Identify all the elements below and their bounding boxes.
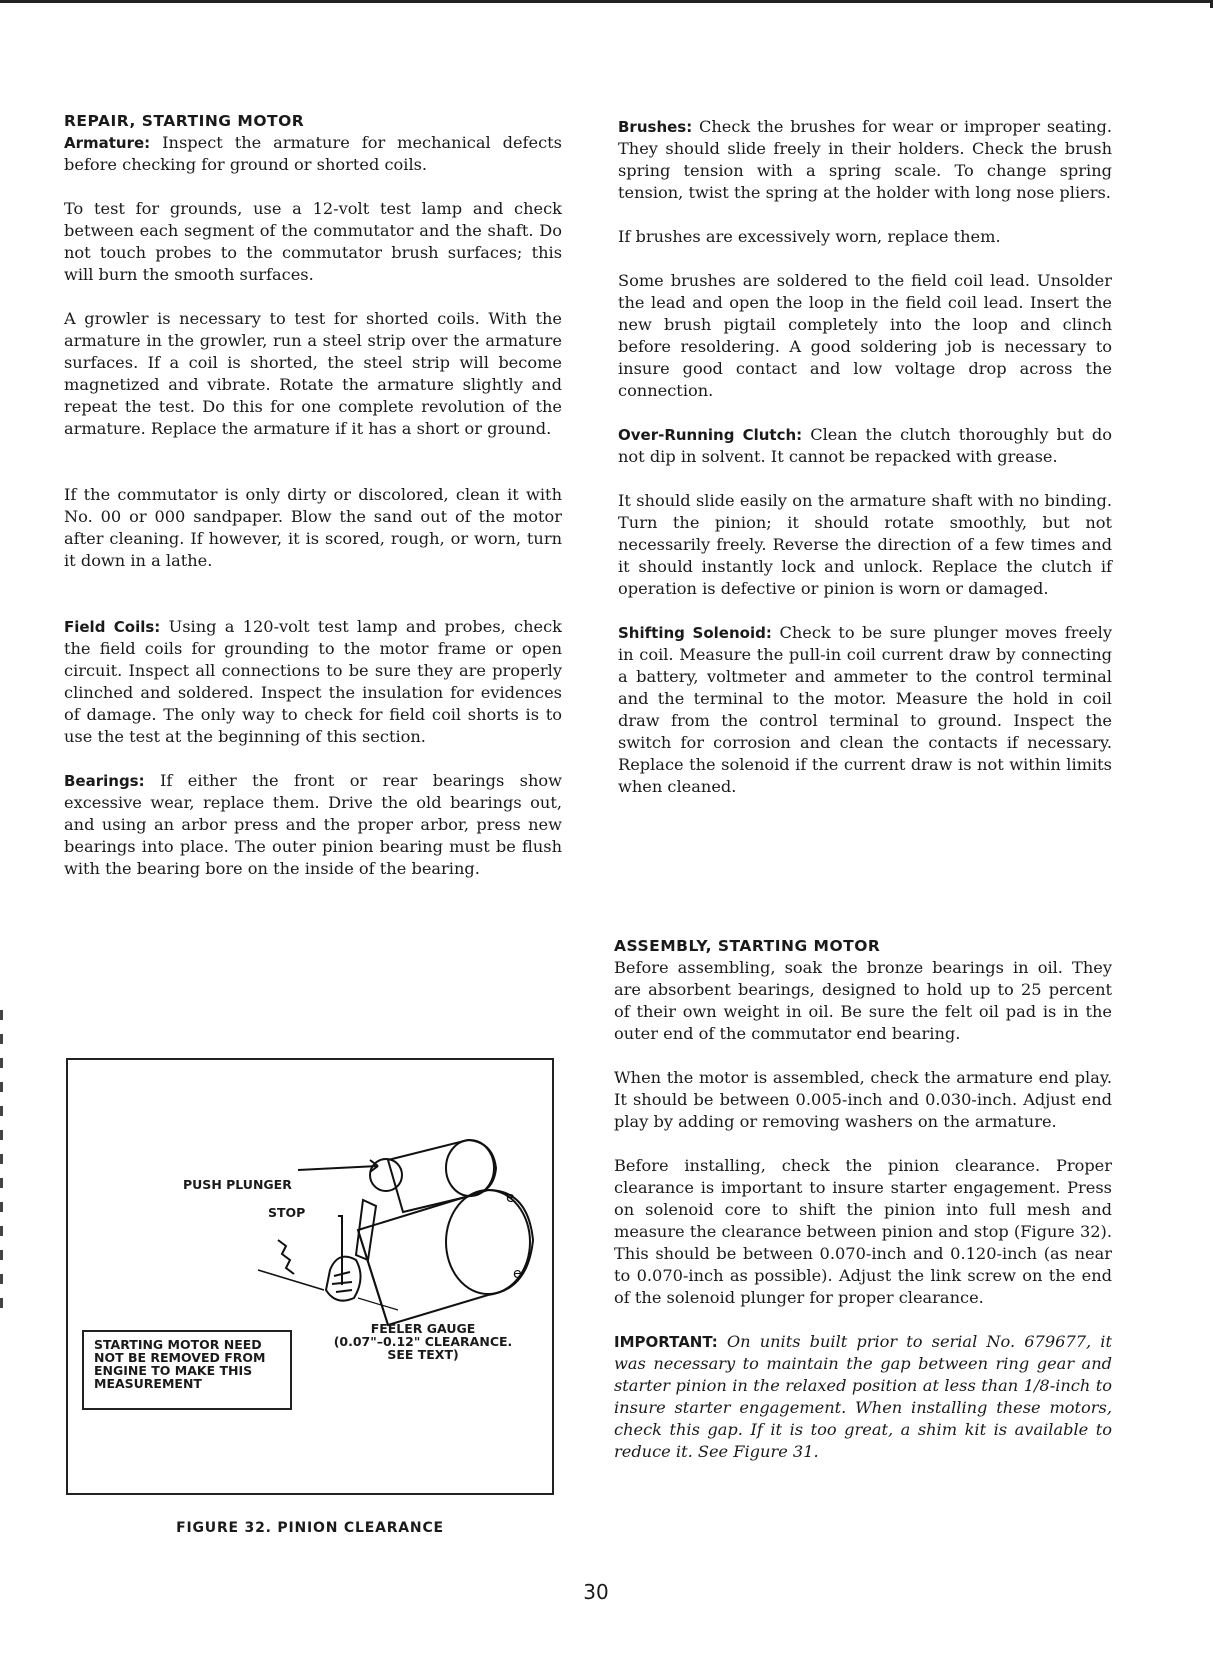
armature-paragraph xyxy=(64,132,562,176)
left-column xyxy=(64,110,562,902)
brushes-worn-paragraph: If brushes are excessively worn, replace them. xyxy=(618,227,1001,246)
assembly-paragraph: Before assembling, soak the bronze bearings in oil. They are absorbent bearings, designed to hold up to 25 percent of their own weight in oil. Be sure the felt oil pad is in the outer end of the commutator end bearing. xyxy=(614,958,1112,1043)
note-line-1: STARTING MOTOR NEED xyxy=(94,1337,262,1352)
note-line-4: MEASUREMENT xyxy=(94,1376,202,1391)
feeler-line-3: SEE TEXT) xyxy=(387,1347,459,1362)
commutator-paragraph: If the commutator is only dirty or discolored, clean it with No. 00 or 000 sandpaper. Blow the sand out of the motor after cleaning. If however, it is scored, rough, or worn, turn it down in a lathe. xyxy=(64,485,562,570)
bearings-label: Bearings: xyxy=(64,772,145,790)
brushes-text: Check the brushes for wear or improper seating. They should slide freely in their holders. Check the brush spring tension with a spring scale. To change spring tension, twist the spring at the holder with long nose pliers. xyxy=(618,117,1112,202)
page-number: 30 xyxy=(583,1580,609,1604)
margin-marks xyxy=(0,1010,3,1310)
repair-heading: REPAIR, STARTING MOTOR xyxy=(64,112,305,130)
top-rule xyxy=(0,0,1213,3)
svg-text:e: e xyxy=(513,1266,522,1282)
push-plunger-label: PUSH PLUNGER xyxy=(183,1177,292,1192)
starter-motor-illustration xyxy=(238,1120,558,1340)
field-coils-label: Field Coils: xyxy=(64,618,161,636)
important-paragraph xyxy=(614,1331,1112,1463)
solenoid-label: Shifting Solenoid: xyxy=(618,624,772,642)
brushes-label: Brushes: xyxy=(618,118,693,136)
important-label: IMPORTANT: xyxy=(614,1333,718,1351)
figure-caption: FIGURE 32. PINION CLEARANCE xyxy=(176,1520,444,1536)
figure-32-frame xyxy=(66,1058,554,1495)
feeler-gauge-label xyxy=(323,1322,523,1361)
note-box xyxy=(82,1330,292,1410)
slide-paragraph: It should slide easily on the armature shaft with no binding. Turn the pinion; it should rotate smoothly, but not necessarily freely. Reverse the direction of a few times and it should instantly lock and unlock. Replace the clutch if operation is defective or pinion is worn or damaged. xyxy=(618,491,1112,598)
assembly-heading: ASSEMBLY, STARTING MOTOR xyxy=(614,937,881,955)
stop-label: STOP xyxy=(268,1205,306,1220)
clutch-label: Over-Running Clutch: xyxy=(618,426,803,444)
feeler-line-1: FEELER GAUGE xyxy=(370,1321,476,1336)
note-line-2: NOT BE REMOVED FROM xyxy=(94,1350,266,1365)
important-text: On units built prior to serial No. 679677, it was necessary to maintain the gap between ring gear and starter pinion in the relaxed position at less than 1/8-inch to insure starter engagement. When installing these motors, check this gap. If it is too great, a shim kit is available to reduce it. See Figure 31. xyxy=(614,1332,1112,1461)
bearings-paragraph xyxy=(64,770,562,880)
svg-text:e: e xyxy=(506,1190,515,1206)
note-line-3: ENGINE TO MAKE THIS xyxy=(94,1363,253,1378)
brushes-paragraph xyxy=(618,116,1112,204)
field-coils-text: Using a 120-volt test lamp and probes, check the field coils for grounding to the motor frame or open circuit. Inspect all connections to be sure they are properly clinched and soldered. Inspect the insulation for evidences of damage. The only way to check for field coil shorts is to use the test at the beginning of this section. xyxy=(64,617,562,746)
armature-text: Inspect the armature for mechanical defects before checking for ground or shorted coils. xyxy=(64,133,562,174)
growler-paragraph: A growler is necessary to test for shorted coils. With the armature in the growler, run a steel strip over the armature surfaces. If a coil is shorted, the steel strip will become magnetized and vibrate. Rotate the armature slightly and repeat the test. Do this for one complete revolution of the armature. Replace the armature if it has a short or ground. xyxy=(64,309,562,438)
grounds-paragraph: To test for grounds, use a 12-volt test lamp and check between each segment of the commutator and the shaft. Do not touch probes to the commutator brush surfaces; this will burn the smooth surfaces. xyxy=(64,199,562,284)
clutch-paragraph xyxy=(618,424,1112,468)
feeler-line-2: (0.07"–0.12" CLEARANCE. xyxy=(333,1334,513,1349)
field-coils-paragraph xyxy=(64,616,562,748)
right-column-lower xyxy=(614,935,1112,1485)
pinion-paragraph: Before installing, check the pinion clearance. Proper clearance is important to insure starter engagement. Press on solenoid core to shift the pinion into full mesh and measure the clearance between pinion and stop (Figure 32). This should be between 0.070-inch and 0.120-inch (as near to 0.070-inch as possible). Adjust the link screw on the end of the solenoid plunger for proper clearance. xyxy=(614,1156,1112,1307)
solenoid-text: Check to be sure plunger moves freely in coil. Measure the pull-in coil current draw by connecting a battery, voltmeter and ammeter to the control terminal and the terminal to the motor. Measure the hold in coil draw from the control terminal to ground. Inspect the switch for corrosion and clean the contacts if necessary. Replace the solenoid if the current draw is not within limits when cleaned. xyxy=(618,623,1112,796)
right-column xyxy=(618,116,1112,820)
bearings-text: If either the front or rear bearings show excessive wear, replace them. Drive the old bearings out, and using an arbor press and the proper arbor, press new bearings into place. The outer pinion bearing must be flush with the bearing bore on the inside of the bearing. xyxy=(64,771,562,878)
armature-label: Armature: xyxy=(64,134,151,152)
soldered-paragraph: Some brushes are soldered to the field coil lead. Unsolder the lead and open the loop in the field coil lead. Insert the new brush pigtail completely into the loop and clinch before resoldering. A good soldering job is necessary to insure good contact and low voltage drop across the connection. xyxy=(618,271,1112,400)
solenoid-paragraph xyxy=(618,622,1112,798)
clutch-text: Clean the clutch thoroughly but do not dip in solvent. It cannot be repacked with grease. xyxy=(618,425,1112,466)
endplay-paragraph: When the motor is assembled, check the armature end play. It should be between 0.005-inch and 0.030-inch. Adjust end play by adding or removing washers on the armature. xyxy=(614,1068,1112,1131)
